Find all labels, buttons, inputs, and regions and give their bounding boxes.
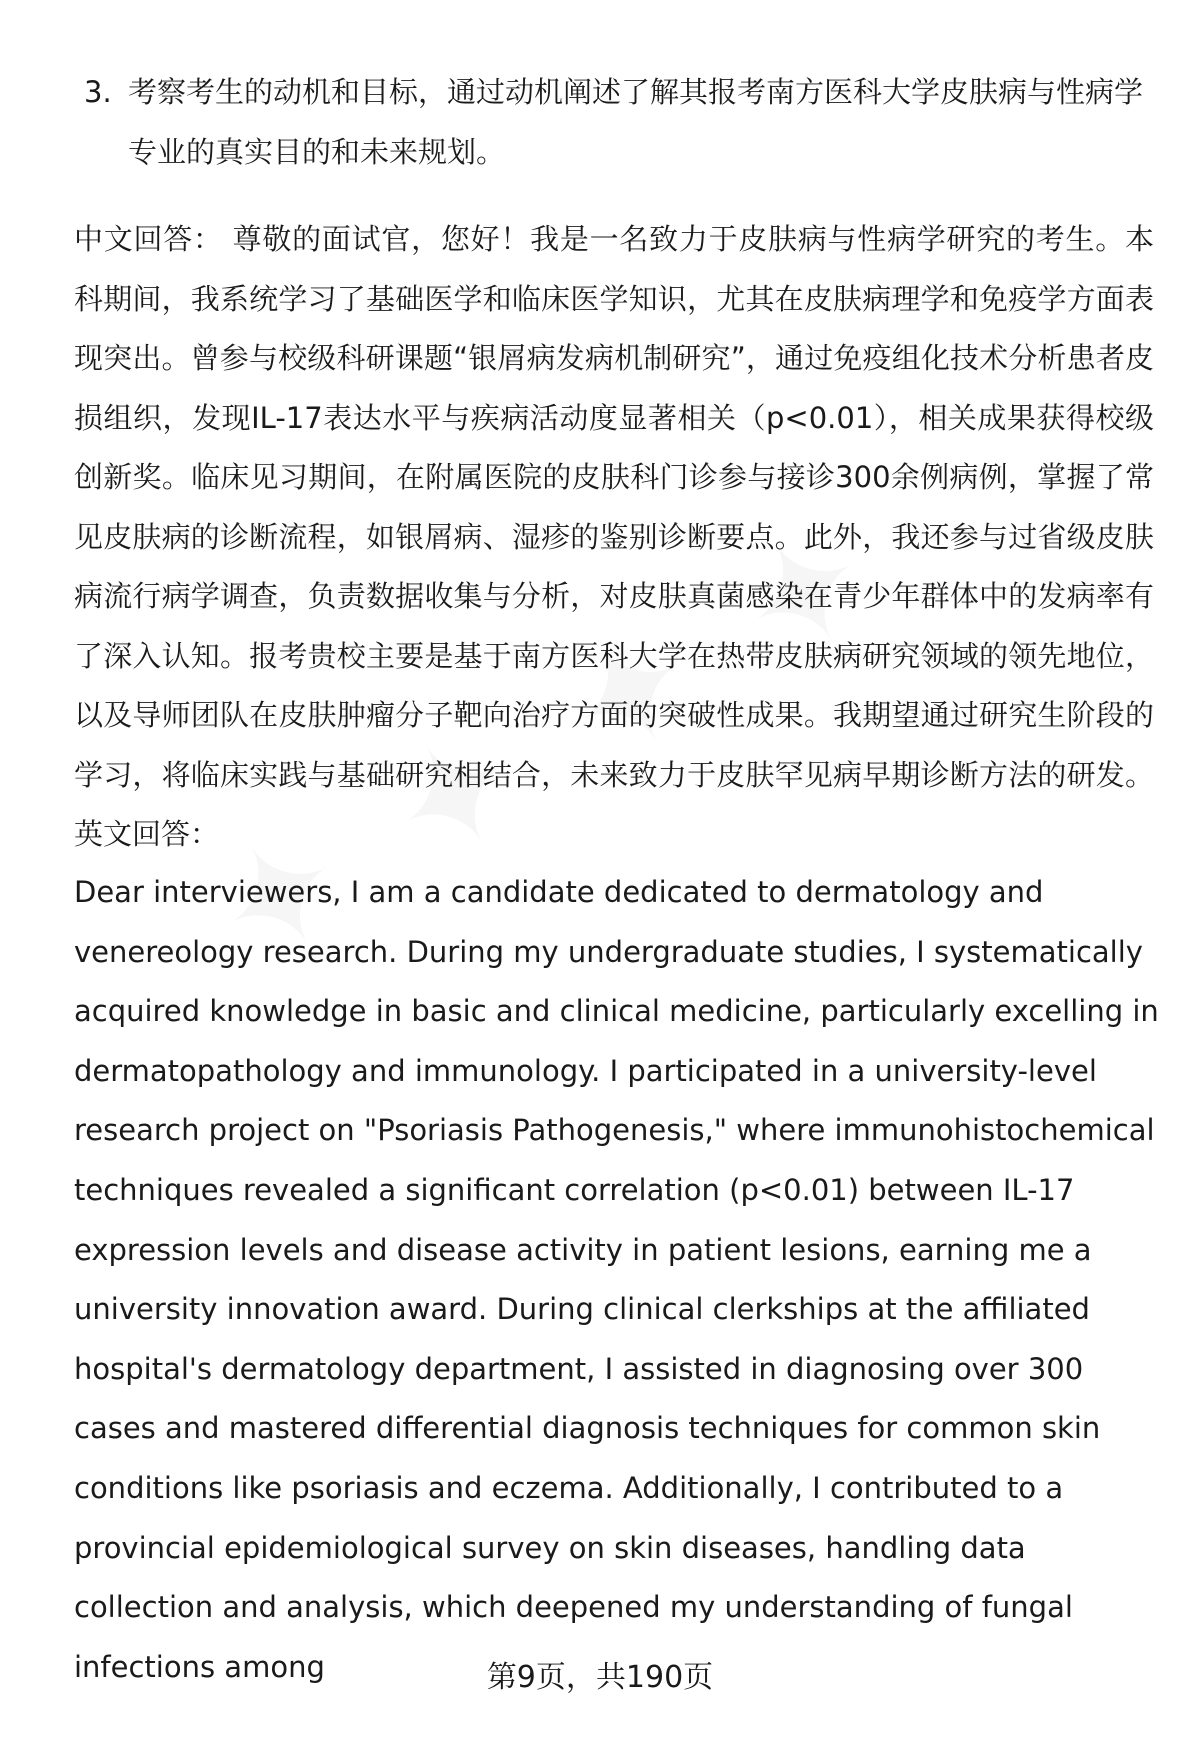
question-number: 3. — [84, 75, 112, 109]
chinese-answer-paragraph: 中文回答： 尊敬的面试官，您好！我是一名致力于皮肤病与性病学研究的考生。本科期间，我系统学习了基础医学和临床医学知识，尤其在皮肤病理学和免疫学方面表现突出。曾参与校级科研课题“银屑病发病机制研究”，通过免疫组化技术分析患者皮损组织，发现IL-17表达水平与疾病活动度显著相关（p<0.01），相关成果获得校级创新奖。临床见习期间，在附属医院的皮肤科门诊参与接诊300余例病例，掌握了常见皮肤病的诊断流程，如银屑病、湿疹的鉴别诊断要点。此外，我还参与过省级皮肤病流行病学调查，负责数据收集与分析，对皮肤真菌感染在青少年群体中的发病率有了深入认知。报考贵校主要是基于南方医科大学在热带皮肤病研究领域的领先地位，以及导师团队在皮肤肿瘤分子靶向治疗方面的突破性成果。我期望通过研究生阶段的学习，将临床实践与基础研究相结合，未来致力于皮肤罕见病早期诊断方法的研发。英文回答： — [74, 222, 1154, 851]
page-number-footer: 第9页，共190页 — [486, 1660, 714, 1695]
question-text: 考察考生的动机和目标，通过动机阐述了解其报考南方医科大学皮肤病与性病学专业的真实目的和未来规划。 — [128, 75, 1144, 169]
english-answer-paragraph: Dear interviewers, I am a candidate dedicated to dermatology and venereology research. During my undergraduate studies, I systematically acquired knowledge in basic and clinical medicine, particularly excelling in dermatopathology and immunology. I participated in a university-level research project on "Psoriasis Pathogenesis," where immunohistochemical techniques revealed a significant correlation (p<0.01) between IL-17 expression levels and disease activity in patient lesions, earning me a university innovation award. During clinical clerkships at the affiliated hospital's dermatology department, I assisted in diagnosing over 300 cases and mastered differential diagnosis techniques for common skin conditions like psoriasis and eczema. Additionally, I contributed to a provincial epidemiological survey on skin diseases, handling data collection and analysis, which deepened my understanding of fungal infections among — [74, 875, 1159, 1684]
question-item — [84, 62, 1144, 182]
